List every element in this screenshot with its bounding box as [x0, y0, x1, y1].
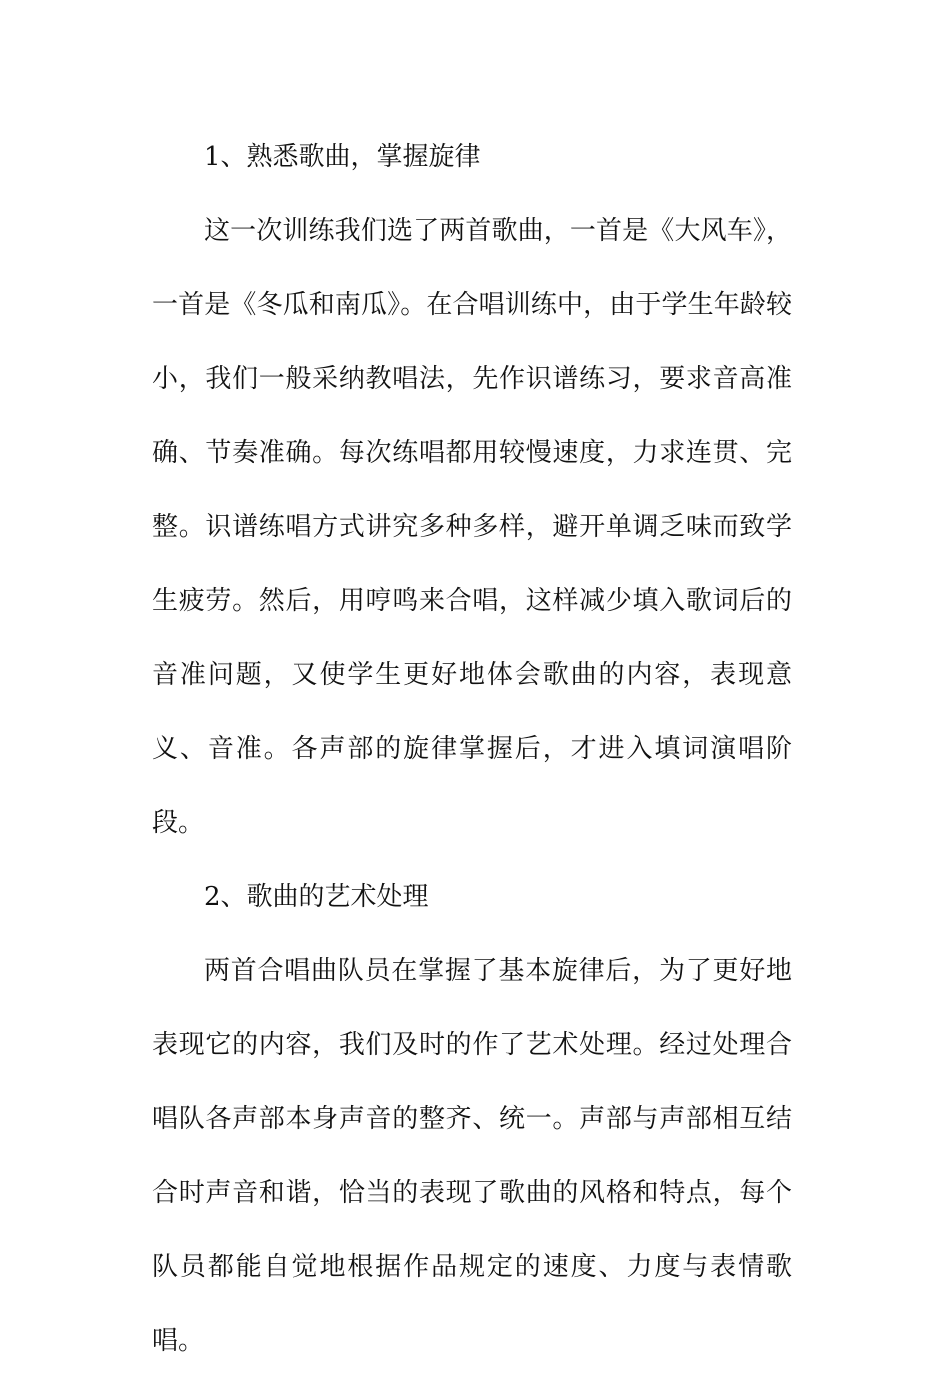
document-body — [152, 120, 792, 1378]
section-heading-2: 2、歌曲的艺术处理 — [204, 882, 429, 912]
paragraph-1: 这一次训练我们选了两首歌曲，一首是《大风车》，一首是《冬瓜和南瓜》。在合唱训练中，由于学生年龄较小，我们一般采纳教唱法，先作识谱练习，要求音高准确、节奏准确。每次练唱都用较慢速度，力求连贯、完整。识谱练唱方式讲究多种多样，避开单调乏味而致学生疲劳。然后，用哼鸣来合唱，这样减少填入歌词后的音准问题，又使学生更好地体会歌曲的内容，表现意义、音准。各声部的旋律掌握后，才进入填词演唱阶段。 — [152, 216, 792, 838]
paragraph-2: 两首合唱曲队员在掌握了基本旋律后，为了更好地表现它的内容，我们及时的作了艺术处理。经过处理合唱队各声部本身声音的整齐、统一。声部与声部相互结合时声音和谐，恰当的表现了歌曲的风格和特点，每个队员都能自觉地根据作品规定的速度、力度与表情歌唱。 — [152, 956, 792, 1356]
section-heading-1: 1、熟悉歌曲，掌握旋律 — [204, 142, 481, 172]
